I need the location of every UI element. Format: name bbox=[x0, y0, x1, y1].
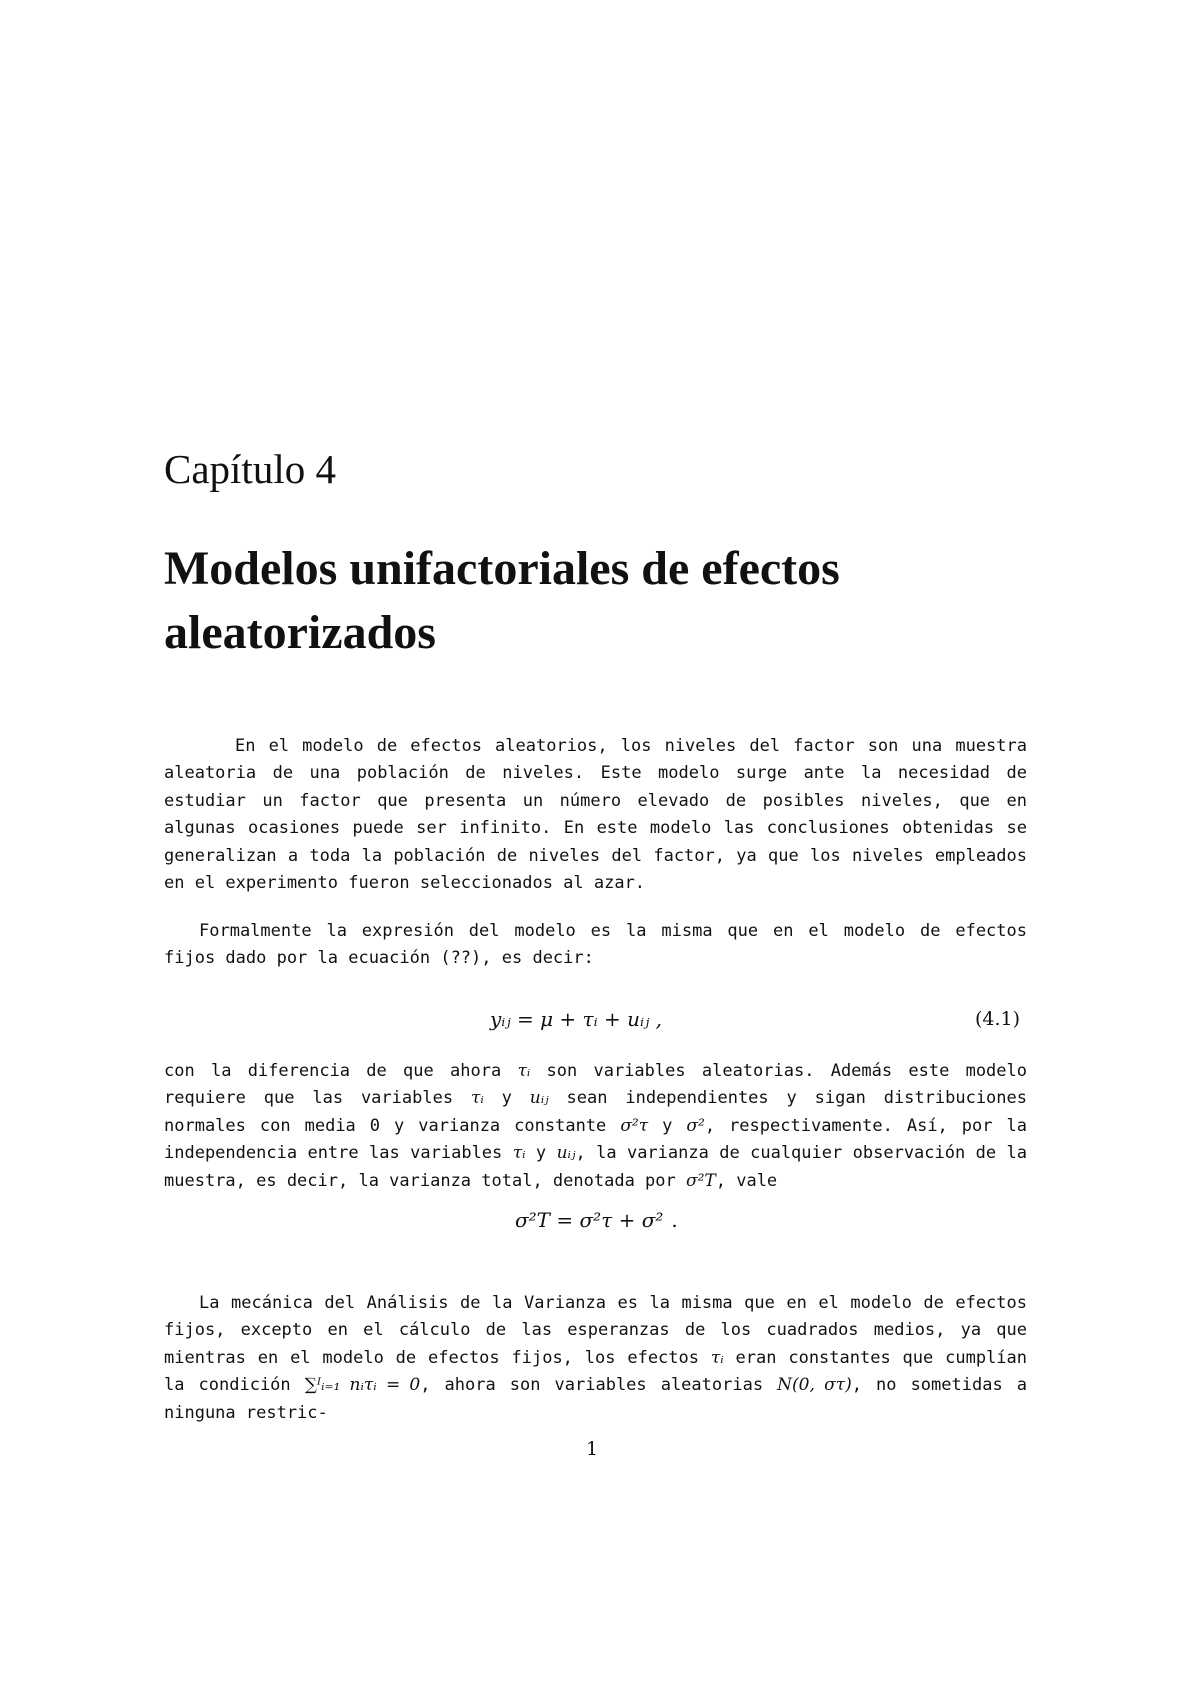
chapter-label: Capítulo 4 bbox=[164, 446, 336, 492]
paragraph-random-variables: con la diferencia de que ahora τᵢ son variables aleatorias. Además este modelo requiere que las variables τᵢ y uᵢⱼ sean independientes y sigan distribuciones normales con media 0 y varianza constante σ²τ y σ², respectivamente. Así, por la independencia entre las variables τᵢ y uᵢⱼ, la varianza de cualquier observación de la muestra, es decir, la varianza total, denotada por σ²T, vale bbox=[164, 1061, 1028, 1191]
math-sigma-tau-squared: σ²τ bbox=[620, 1115, 649, 1136]
math-sigma-squared: σ² bbox=[686, 1115, 705, 1136]
paragraph-intro: En el modelo de efectos aleatorios, los niveles del factor son una muestra aleatoria de una población de niveles. Este modelo surge ante la necesidad de estudiar un factor que presenta un número elevado de posibles niveles, que en algunas ocasiones puede ser infinito. En este modelo las conclusiones obtenidas se generalizan a toda la población de niveles del factor, ya que los niveles empleados en el experimento fueron seleccionados al azar. bbox=[164, 736, 1027, 894]
equation-number: (4.1) bbox=[975, 1008, 1021, 1030]
math-tau-i: τᵢ bbox=[512, 1143, 526, 1164]
paragraph-anova-mechanics: La mecánica del Análisis de la Varianza es la misma que en el modelo de efectos fijos, excepto en el cálculo de las esperanzas de los cuadrados medios, ya que mientras en el modelo de efectos fijos, los efectos τᵢ eran constantes que cumplían la condición ∑ᴵᵢ₌₁ nᵢτᵢ = 0, ahora son variables aleatorias N(0, στ), no sometidas a ninguna restric- bbox=[164, 1293, 1028, 1423]
math-u-ij: uᵢⱼ bbox=[529, 1088, 549, 1109]
math-tau-i: τᵢ bbox=[517, 1061, 531, 1081]
math-sum-condition: ∑ᴵᵢ₌₁ nᵢτᵢ = 0 bbox=[304, 1375, 421, 1396]
equation-total-variance: σ²T = σ²τ + σ² . bbox=[515, 1208, 678, 1232]
math-tau-i: τᵢ bbox=[470, 1088, 484, 1109]
page-number: 1 bbox=[586, 1438, 599, 1460]
paragraph-formal-expression: Formalmente la expresión del modelo es la misma que en el modelo de efectos fijos dado por la ecuación (??), es decir: bbox=[164, 921, 1027, 969]
math-sigma-t-squared: σ²T bbox=[685, 1170, 716, 1191]
equation-model: yᵢⱼ = μ + τᵢ + uᵢⱼ , bbox=[490, 1007, 663, 1031]
math-tau-i: τᵢ bbox=[710, 1347, 724, 1368]
math-normal-distribution: N(0, στ) bbox=[777, 1375, 852, 1396]
chapter-title: Modelos unifactoriales de efectos aleatorizados bbox=[164, 542, 840, 659]
math-u-ij: uᵢⱼ bbox=[556, 1143, 576, 1164]
